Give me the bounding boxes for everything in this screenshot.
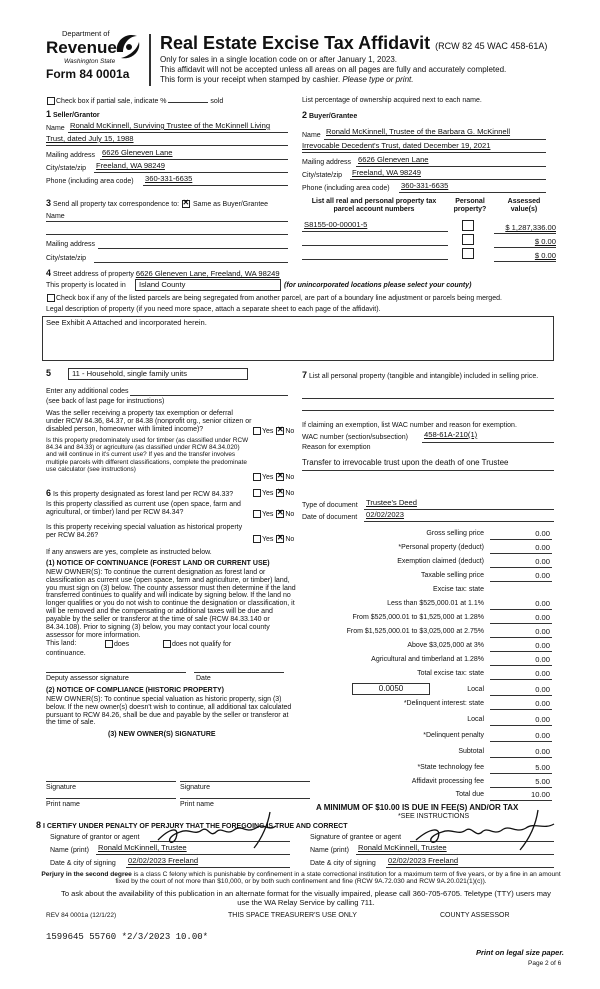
sec5-q1-answers [252, 427, 294, 436]
segregation-checkbox[interactable] [47, 294, 55, 302]
notice-compliance-body: NEW OWNER(S): To continue special valuation as historic property, sign (3) below. If the new owner(s) doesn't wish to continue, all additional tax calculated pursuant to RCW 84.26, shall be due and payable by the seller or transferor at the time of sale. [46, 696, 292, 727]
calc-label-10: Total excise tax: state [417, 670, 484, 677]
seller-num: 1 [46, 109, 52, 119]
legal-description-box[interactable] [42, 316, 554, 361]
calc-value-7[interactable]: 0.00 [535, 627, 550, 636]
dept-line1: Department of [62, 29, 110, 38]
land-use-select[interactable] [68, 368, 248, 380]
buyer-city-field[interactable]: Freeland, WA 98249 [352, 168, 421, 177]
dept-line2: Revenue [46, 38, 117, 57]
sec5-q1-no-checkbox[interactable] [276, 427, 284, 435]
sec6-q3-no-checkbox[interactable] [276, 535, 284, 543]
sec5-q2-no-checkbox[interactable] [276, 473, 284, 481]
land-use-value: 11 - Household, single family units [72, 369, 188, 378]
buyer-num: 2 [302, 110, 308, 120]
calc2-value-5[interactable]: 5.00 [535, 777, 550, 786]
grantor-date-field[interactable]: 02/02/2023 Freeland [128, 856, 199, 865]
buyer-city-label: City/state/zip [302, 172, 343, 179]
wac-label: WAC number (section/subsection) [302, 434, 408, 441]
this-land-label: This land: [46, 640, 77, 647]
sec4-street-label: Street address of property [52, 271, 134, 278]
local-rate-box[interactable] [352, 683, 430, 695]
local-rate-value: 0.0050 [378, 684, 404, 693]
parcel-header-3a: Assessed [507, 198, 541, 205]
sec3-heading [46, 198, 268, 209]
calc2-label-6: Total due [455, 791, 484, 798]
perjury-text: is a class C felony which is punishable by confinement in a state correctional institution for a maximum term of five years, or by a fine in an amount fixed by the court of not more than $10,000, or by both such confinement and fine (RCW 9A.72.030 and RCW 9A.20.021(1)(c)). [115, 871, 561, 886]
header-divider [149, 34, 151, 86]
sec7-heading [302, 370, 554, 381]
continuance-label: continuance. [46, 650, 86, 657]
local-label: Local [467, 686, 484, 693]
sec6-q3-yes: Yes [262, 535, 274, 543]
partial-sale-label: Check box if partial sale, indicate % [56, 98, 167, 105]
notice-continuance-body: NEW OWNER(S): To continue the current designation as forest land or classification as current use (open space, farm and agriculture, or timber) land, you must sign on (3) below. The county assessor must then determine if the land transferred continues to qualify and will indicate by signing below. If the land no longer qualifies or you do not wish to continue the designation or classification, it will be removed and the compensating or additional taxes will be due and payable by the seller or transferor at the time of sale (RCW 84.33.140 or 84.34.108). Prior to signing (3) below, you may contact your local county assessor for more information. [46, 569, 296, 639]
parcel-header-2 [446, 198, 494, 214]
sec6-q2-no-checkbox[interactable] [276, 510, 284, 518]
sec5-q1-no: No [285, 427, 295, 435]
calc2-label-3: Subtotal [458, 748, 484, 755]
alt-format-notice: To ask about the availability of this publication in an alternate format for the visually impaired, please call 360-705-6705. Teletype (TTY) users may use the WA Relay Service by calling 711. [61, 889, 551, 907]
calc-value-6[interactable]: 0.00 [535, 613, 550, 622]
legal-description-text: See Exhibit A Attached and incorporated herein. [46, 318, 207, 327]
reason-label: Reason for exemption [302, 444, 371, 451]
calc-value-5[interactable]: 0.00 [535, 599, 550, 608]
calc-value-0[interactable]: 0.00 [535, 529, 550, 538]
calc-label-8: Above $3,025,000 at 3% [407, 642, 484, 649]
county-select[interactable] [135, 279, 281, 291]
sec6-question-1 [46, 488, 233, 499]
county-assessor: COUNTY ASSESSOR [440, 912, 510, 919]
seller-city-field[interactable]: Freeland, WA 98249 [96, 161, 165, 170]
sec6-q3-yes-checkbox[interactable] [253, 535, 261, 543]
sec3-num: 3 [46, 198, 52, 208]
calc-label-6: From $525,000.01 to $1,525,000 at 1.28% [352, 614, 484, 621]
see-back-label: (see back of last page for instructions) [46, 398, 165, 405]
sec5-q1-yes-checkbox[interactable] [253, 427, 261, 435]
buyer-name-label: Name [302, 132, 321, 139]
owner-signature-label-1: Signature [46, 784, 76, 791]
sec6-question-2: Is this property classified as current use (open space, farm and agricultural, or timber) land per RCW 84.34? [46, 501, 241, 516]
notice-continuance-heading: (1) NOTICE OF CONTINUANCE (FOREST LAND OR CURRENT USE) [46, 560, 270, 567]
owner-signature-label-2: Signature [180, 784, 210, 791]
grantor-name-label: Name (print) [50, 847, 89, 854]
sec5-q2-yes: Yes [262, 473, 274, 481]
list-percentage-note: List percentage of ownership acquired next to each name. [302, 97, 482, 104]
seller-mail-field[interactable]: 6626 Gleneven Lane [102, 148, 173, 157]
sec6-q1-yes: Yes [262, 489, 274, 497]
same-as-buyer-checkbox[interactable] [182, 200, 190, 208]
header-note-2: This affidavit will not be accepted unless all areas on all pages are fully and accurately completed. [160, 65, 507, 74]
seller-phone-label: Phone (including area code) [46, 178, 134, 185]
header-note-3 [160, 76, 413, 85]
buyer-heading [302, 110, 357, 121]
calc2-label-2: *Delinquent penalty [423, 732, 484, 739]
header-note-1: Only for sales in a single location code on or after January 1, 2023. [160, 55, 398, 64]
sec4-street-field[interactable]: 6626 Gleneven Lane, Freeland, WA 98249 [135, 269, 280, 278]
rev-number: REV 84 0001a (12/1/22) [46, 912, 117, 919]
seller-name-line1[interactable]: Ronald McKinnell, Surviving Trustee of the McKinnell Living [70, 121, 271, 130]
calc-label-3: Taxable selling price [420, 572, 484, 579]
grantee-name-label: Name (print) [310, 847, 349, 854]
parcel-header-2a: Personal [455, 198, 485, 205]
grantee-date-field[interactable]: 02/02/2023 Freeland [388, 856, 459, 865]
sec5-question-1: Was the seller receiving a property tax exemption or deferral under RCW 84.36, 84.37, or 84.38 (nonprofit org., senior citizen or disabled person, homeowner with limited income)? [46, 410, 252, 433]
seller-name-line2[interactable]: Trust, dated July 15, 1988 [46, 134, 134, 143]
owner-print-label-2: Print name [180, 801, 214, 808]
sec5-num: 5 [46, 368, 52, 378]
sec5-question-2: Is this property predominately used for timber (as classified under RCW 84.34 and 84.33) or agriculture (as classified under RCW 84.34.020) and will continue in it's current use? If yes and the transfer involves multiple parcels with different classifications, complete the predominate use calculator (see instructions) [46, 437, 249, 473]
parcel-header-2b: property? [453, 205, 487, 213]
not-qualify-option [162, 640, 231, 649]
buyer-phone-field[interactable]: 360-331-6635 [401, 181, 449, 190]
dept-line3: Washington State [64, 58, 116, 65]
calc-value-1[interactable]: 0.00 [535, 543, 550, 552]
sec6-q3-answers [252, 535, 294, 544]
calc-value-9[interactable]: 0.00 [535, 655, 550, 664]
grantee-date-label: Date & city of signing [310, 860, 376, 867]
legal-paper-note: Print on legal size paper. [476, 948, 564, 957]
not-qualify-label: does not qualify for [172, 640, 232, 648]
calc2-value-3[interactable]: 0.00 [535, 747, 550, 756]
segregation-label: Check box if any of the listed parcels are being segregated from another parcel, are part of a boundary line adjustment or parcels being merged. [56, 294, 502, 302]
grantor-name-field[interactable]: Ronald McKinnell, Trustee [98, 843, 187, 852]
cashier-stamp: 1599645 55760 *2/3/2023 10.00* [46, 932, 209, 942]
grantor-date-label: Date & city of signing [50, 860, 116, 867]
doctype-label: Type of document [302, 502, 358, 509]
sec6-q1-text: Is this property designated as forest land per RCW 84.33? [52, 491, 234, 498]
exemption-intro: If claiming an exemption, list WAC number and reason for exemption. [302, 422, 517, 429]
calc2-label-4: *State technology fee [417, 764, 484, 771]
buyer-heading-text: Buyer/Grantee [308, 113, 358, 120]
parcel-header-1 [304, 198, 444, 214]
sec6-q1-no-checkbox[interactable] [276, 489, 284, 497]
calc-value-10[interactable]: 0.00 [535, 669, 550, 678]
parcel-header-1b: parcel account numbers [333, 205, 415, 213]
partial-sale-sold: sold [210, 98, 224, 105]
parcel-row-1-number[interactable]: S8155-00-00001-5 [304, 220, 368, 229]
grantee-sig-label: Signature of grantee or agent [310, 834, 402, 841]
title-text: Real Estate Excise Tax Affidavit [160, 33, 431, 53]
partial-sale-row [46, 96, 223, 106]
does-option [104, 640, 129, 649]
calc2-label-5: Affidavit processing fee [411, 778, 484, 785]
calc2-value-1[interactable]: 0.00 [535, 715, 550, 724]
calc-label-1: *Personal property (deduct) [398, 544, 484, 551]
local-value[interactable]: 0.00 [535, 685, 550, 694]
does-not-qualify-checkbox[interactable] [163, 640, 171, 648]
sec6-q1-answers [252, 489, 294, 498]
calc-label-7: From $1,525,000.01 to $3,025,000 at 2.75% [346, 628, 484, 635]
certify-text: I CERTIFY UNDER PENALTY OF PERJURY THAT THE FOREGOING IS TRUE AND CORRECT [42, 823, 348, 830]
additional-codes-label: Enter any additional codes [46, 388, 129, 395]
parcel-row-3-value[interactable]: $ 0.00 [534, 251, 556, 260]
sec5-q2-no: No [285, 473, 295, 481]
partial-sale-checkbox[interactable] [47, 97, 55, 105]
page-title [160, 33, 547, 53]
sec6-q1-no: No [285, 489, 295, 497]
owner-print-label-1: Print name [46, 801, 80, 808]
does-qualify-checkbox[interactable] [105, 640, 113, 648]
deputy-assessor-label: Deputy assessor signature [46, 675, 129, 682]
parcel-row-2-value[interactable]: $ 0.00 [534, 237, 556, 246]
calc-label-5: Less than $525,000.01 at 1.1% [387, 600, 484, 607]
sec8-num: 8 [36, 820, 42, 830]
sec4-num: 4 [46, 268, 52, 278]
if-any-yes: If any answers are yes, complete as instructed below. [46, 549, 212, 556]
treasurer-use: THIS SPACE TREASURER'S USE ONLY [228, 912, 357, 919]
parcel-row-1-personal-checkbox[interactable] [462, 220, 474, 231]
sec6-q2-no: No [285, 510, 295, 518]
sec6-num: 6 [46, 488, 52, 498]
seller-heading-text: Seller/Grantor [52, 112, 100, 119]
segregation-row [46, 294, 502, 303]
calc-value-2[interactable]: 0.00 [535, 557, 550, 566]
parcel-row-1-value[interactable]: $ 1,287,336.00 [505, 223, 556, 232]
seller-city-label: City/state/zip [46, 165, 87, 172]
buyer-mail-field[interactable]: 6626 Gleneven Lane [358, 155, 429, 164]
perjury-notice [36, 871, 566, 886]
sec6-q3-no: No [285, 535, 295, 543]
does-label: does [114, 640, 130, 648]
new-owner-signature-heading: (3) NEW OWNER(S) SIGNATURE [108, 731, 216, 738]
calc2-value-2[interactable]: 0.00 [535, 731, 550, 740]
buyer-mail-label: Mailing address [302, 159, 352, 166]
deputy-date-label: Date [196, 675, 211, 682]
notice-compliance-heading: (2) NOTICE OF COMPLIANCE (HISTORIC PROPERTY) [46, 687, 224, 694]
form-number: Form 84 0001a [46, 67, 130, 81]
sec4-street-row [46, 268, 280, 279]
sec6-q2-answers [252, 510, 294, 519]
county-select-value: Island County [139, 280, 186, 289]
sec7-num: 7 [302, 370, 308, 380]
docdate-label: Date of document [302, 514, 358, 521]
calc2-value-0[interactable]: 0.00 [535, 699, 550, 708]
reason-field[interactable]: Transfer to irrevocable trust upon the death of one Trustee [302, 458, 509, 467]
calc-value-3[interactable]: 0.00 [535, 571, 550, 580]
sec7-label: List all personal property (tangible and intangible) included in selling price. [308, 373, 539, 380]
sec4-located-label: This property is located in [46, 282, 126, 289]
parcel-row-3-personal-checkbox[interactable] [462, 248, 474, 259]
perjury-bold: Perjury in the second degree [41, 871, 132, 878]
buyer-phone-label: Phone (including area code) [302, 185, 390, 192]
grantee-name-field[interactable]: Ronald McKinnell, Trustee [358, 843, 447, 852]
see-instructions: *SEE INSTRUCTIONS [398, 813, 470, 820]
sec6-q1-yes-checkbox[interactable] [253, 489, 261, 497]
parcel-header-3b: value(s) [510, 205, 538, 213]
wac-field[interactable]: 458-61A-210(1) [424, 430, 478, 439]
calc2-label-0: *Delinquent interest: state [403, 700, 484, 707]
docdate-field[interactable]: 02/02/2023 [366, 510, 405, 519]
sec3-city-label: City/state/zip [46, 255, 87, 262]
calc2-value-6[interactable]: 10.00 [530, 790, 550, 799]
calc-label-2: Exemption claimed (deduct) [397, 558, 484, 565]
sec5-q2-yes-checkbox[interactable] [253, 473, 261, 481]
parcel-row-2-personal-checkbox[interactable] [462, 234, 474, 245]
sec3-name-label: Name [46, 213, 65, 220]
title-rcw: (RCW 82 45 WAC 458-61A) [435, 41, 548, 51]
calc-label-4: Excise tax: state [433, 586, 484, 593]
seller-phone-field[interactable]: 360-331-6635 [145, 174, 193, 183]
buyer-name-line2[interactable]: Irrevocable Decedent's Trust, dated December 19, 2021 [302, 141, 491, 150]
sec3-mail-label: Mailing address [46, 241, 96, 248]
buyer-name-line1[interactable]: Ronald McKinnell, Trustee of the Barbara G. McKinnell [326, 127, 511, 136]
minimum-due-note: A MINIMUM OF $10.00 IS DUE IN FEE(S) AND/OR TAX [316, 803, 519, 812]
county-note: (for unincorporated locations please select your county) [284, 282, 472, 289]
calc-label-9: Agricultural and timberland at 1.28% [371, 656, 484, 663]
calc-value-8[interactable]: 0.00 [535, 641, 550, 650]
sec6-question-3: Is this property receiving special valuation as historical property per RCW 84.26? [46, 524, 243, 539]
sec5-q2-answers [252, 473, 294, 482]
sec6-q2-yes: Yes [262, 510, 274, 518]
parcel-header-3 [498, 198, 550, 214]
legal-description-label: Legal description of property (if you need more space, attach a separate sheet to each page of the affidavit). [46, 306, 381, 313]
seller-heading [46, 109, 100, 120]
seller-mail-label: Mailing address [46, 152, 96, 159]
calc2-label-1: Local [467, 716, 484, 723]
same-as-buyer-label: Same as Buyer/Grantee [192, 201, 269, 208]
header-note-3b: Please type or print. [342, 75, 414, 84]
page-number: Page 2 of 6 [528, 960, 562, 967]
calc2-value-4[interactable]: 5.00 [535, 763, 550, 772]
calc-label-0: Gross selling price [426, 530, 484, 537]
parcel-header-1a: List all real and personal property tax [311, 198, 437, 205]
sec5-q1-yes: Yes [262, 427, 274, 435]
doctype-field[interactable]: Trustee's Deed [366, 498, 417, 507]
seller-name-label: Name [46, 125, 65, 132]
dor-logo-icon [113, 30, 143, 64]
sec6-q2-yes-checkbox[interactable] [253, 510, 261, 518]
header-note-3a: This form is your receipt when stamped by cashier. [160, 75, 341, 84]
this-land-row [46, 640, 76, 648]
sec3-label: Send all property tax correspondence to: [52, 201, 180, 208]
grantor-sig-label: Signature of grantor or agent [50, 834, 140, 841]
